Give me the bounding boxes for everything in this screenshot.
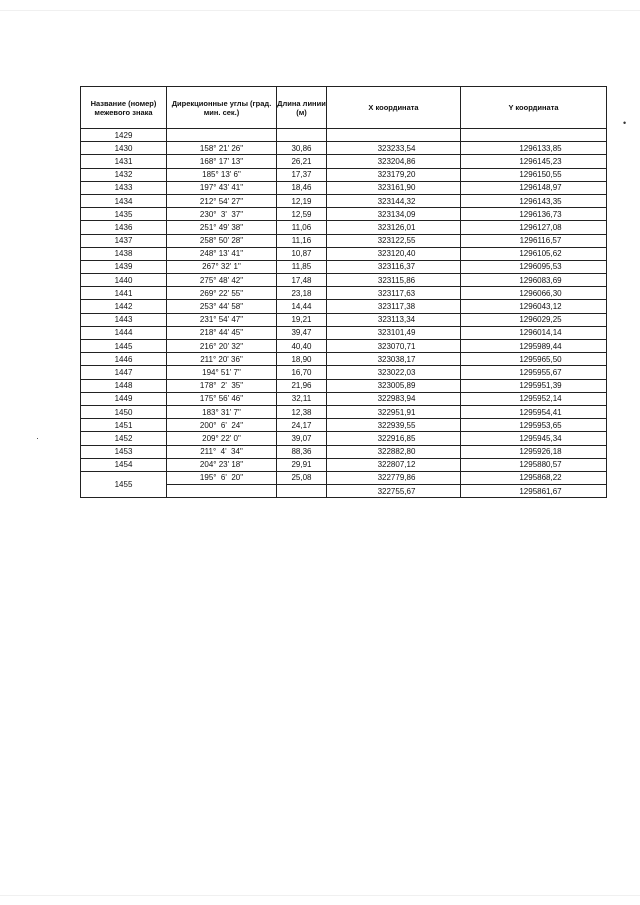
y-coordinate-cell: 1296029,25	[461, 313, 607, 326]
angle-cell-blank	[167, 129, 277, 142]
y-coordinate-cell: 1296066,30	[461, 287, 607, 300]
x-coordinate-cell: 322916,85	[327, 432, 461, 445]
point-name-cell: 1432	[81, 168, 167, 181]
point-name-cell: 1453	[81, 445, 167, 458]
direction-angle-cell: 212° 54' 27"	[167, 194, 277, 207]
direction-angle-cell: 258° 50' 28"	[167, 234, 277, 247]
point-name-cell: 1440	[81, 274, 167, 287]
point-name-cell: 1429	[81, 129, 167, 142]
x-coordinate-cell: 323005,89	[327, 379, 461, 392]
x-coordinate-cell: 323038,17	[327, 353, 461, 366]
line-length-cell: 17,37	[277, 168, 327, 181]
point-name-cell: 1446	[81, 353, 167, 366]
y-coordinate-cell: 1296133,85	[461, 142, 607, 155]
scan-speck: •	[623, 118, 627, 128]
direction-angle-cell: 194° 51' 7"	[167, 366, 277, 379]
point-name-cell: 1437	[81, 234, 167, 247]
x-coordinate-cell: 323122,55	[327, 234, 461, 247]
y-coordinate-cell: 1296083,69	[461, 274, 607, 287]
line-length-cell: 26,21	[277, 155, 327, 168]
coordinates-table	[80, 86, 607, 498]
table-header-row	[81, 87, 607, 129]
direction-angle-cell: 168° 17' 13"	[167, 155, 277, 168]
direction-angle-cell: 195° 6' 20"	[167, 471, 277, 484]
point-name-cell: 1435	[81, 208, 167, 221]
x-coordinate-cell: 323233,54	[327, 142, 461, 155]
header-direction-angle: Дирекционные углы (град. мин. сек.)	[167, 87, 277, 129]
direction-angle-cell: 251° 49' 38"	[167, 221, 277, 234]
y-coordinate-cell: 1296014,14	[461, 326, 607, 339]
header-x-coordinate: X координата	[327, 87, 461, 129]
line-length-cell: 12,19	[277, 194, 327, 207]
x-coordinate-cell: 323116,37	[327, 260, 461, 273]
line-length-cell: 17,48	[277, 274, 327, 287]
point-name-cell: 1441	[81, 287, 167, 300]
line-length-cell: 40,40	[277, 340, 327, 353]
x-coordinate-cell: 323179,20	[327, 168, 461, 181]
y-coordinate-cell: 1296148,97	[461, 181, 607, 194]
point-name-cell: 1449	[81, 392, 167, 405]
line-length-cell: 23,18	[277, 287, 327, 300]
direction-angle-cell: 230° 3' 37"	[167, 208, 277, 221]
point-name-cell: 1444	[81, 326, 167, 339]
point-name-cell: 1433	[81, 181, 167, 194]
point-name-cell: 1436	[81, 221, 167, 234]
x-coordinate-cell: 323070,71	[327, 340, 461, 353]
point-name-cell: 1447	[81, 366, 167, 379]
scan-edge-bottom	[0, 895, 640, 896]
y-coordinate-cell: 1295953,65	[461, 419, 607, 432]
x-coordinate-cell: 323022,03	[327, 366, 461, 379]
y-coordinate-cell: 1295989,44	[461, 340, 607, 353]
line-length-cell: 39,47	[277, 326, 327, 339]
length-cell-blank	[277, 129, 327, 142]
y-coordinate-cell: 1295965,50	[461, 353, 607, 366]
x-coordinate-cell: 323134,09	[327, 208, 461, 221]
point-name-cell: 1430	[81, 142, 167, 155]
direction-angle-cell: 183° 31' 7"	[167, 405, 277, 418]
direction-angle-cell: 269° 22' 55"	[167, 287, 277, 300]
y-coordinate-cell: 1296043,12	[461, 300, 607, 313]
direction-angle-cell: 197° 43' 41"	[167, 181, 277, 194]
x-coordinate-cell: 323115,86	[327, 274, 461, 287]
x-coordinate-cell: 322939,55	[327, 419, 461, 432]
header-point-name: Название (номер) межевого знака	[81, 87, 167, 129]
x-coordinate-cell: 323161,90	[327, 181, 461, 194]
x-coordinate-cell: 323126,01	[327, 221, 461, 234]
y-coordinate-cell: 1295945,34	[461, 432, 607, 445]
line-length-cell: 12,38	[277, 405, 327, 418]
x-coordinate-cell: 322755,67	[327, 485, 461, 498]
line-length-cell: 11,16	[277, 234, 327, 247]
y-coordinate-cell: 1295954,41	[461, 405, 607, 418]
y-coordinate-cell: 1295880,57	[461, 458, 607, 471]
line-length-cell: 88,36	[277, 445, 327, 458]
line-length-cell: 24,17	[277, 419, 327, 432]
x-coordinate-cell: 322882,80	[327, 445, 461, 458]
scan-speck: ·	[36, 433, 39, 443]
x-coordinate-cell-blank	[327, 129, 461, 142]
line-length-cell: 10,87	[277, 247, 327, 260]
direction-angle-cell: 275° 48' 42"	[167, 274, 277, 287]
point-name-cell: 1438	[81, 247, 167, 260]
x-coordinate-cell: 322779,86	[327, 471, 461, 484]
line-length-cell: 16,70	[277, 366, 327, 379]
point-name-cell: 1431	[81, 155, 167, 168]
y-coordinate-cell: 1296127,08	[461, 221, 607, 234]
x-coordinate-cell: 323144,32	[327, 194, 461, 207]
point-name-cell: 1451	[81, 419, 167, 432]
y-coordinate-cell: 1295952,14	[461, 392, 607, 405]
direction-angle-cell: 248° 13' 41"	[167, 247, 277, 260]
line-length-cell: 14,44	[277, 300, 327, 313]
direction-angle-cell: 216° 20' 32"	[167, 340, 277, 353]
y-coordinate-cell: 1296136,73	[461, 208, 607, 221]
y-coordinate-cell: 1296145,23	[461, 155, 607, 168]
point-name-cell: 1450	[81, 405, 167, 418]
direction-angle-cell: 218° 44' 45"	[167, 326, 277, 339]
line-length-cell: 39,07	[277, 432, 327, 445]
x-coordinate-cell: 323204,86	[327, 155, 461, 168]
direction-angle-cell: 178° 2' 35"	[167, 379, 277, 392]
y-coordinate-cell: 1295868,22	[461, 471, 607, 484]
point-name-cell: 1448	[81, 379, 167, 392]
x-coordinate-cell: 323117,38	[327, 300, 461, 313]
direction-angle-cell: 175° 56' 46"	[167, 392, 277, 405]
point-name-cell: 1454	[81, 458, 167, 471]
y-coordinate-cell: 1295951,39	[461, 379, 607, 392]
y-coordinate-cell: 1295955,67	[461, 366, 607, 379]
direction-angle-cell: 231° 54' 47"	[167, 313, 277, 326]
line-length-cell: 18,90	[277, 353, 327, 366]
line-length-cell: 11,06	[277, 221, 327, 234]
direction-angle-cell: 158° 21' 26"	[167, 142, 277, 155]
direction-angle-cell: 211° 4' 34"	[167, 445, 277, 458]
x-coordinate-cell: 323101,49	[327, 326, 461, 339]
table-row	[81, 129, 607, 142]
line-length-cell: 32,11	[277, 392, 327, 405]
line-length-cell: 29,91	[277, 458, 327, 471]
point-name-cell: 1442	[81, 300, 167, 313]
y-coordinate-cell-blank	[461, 129, 607, 142]
y-coordinate-cell: 1296105,62	[461, 247, 607, 260]
direction-angle-cell: 211° 20' 36"	[167, 353, 277, 366]
header-line-length: Длина линии (м)	[277, 87, 327, 129]
x-coordinate-cell: 323120,40	[327, 247, 461, 260]
line-length-cell: 19,21	[277, 313, 327, 326]
y-coordinate-cell: 1296143,35	[461, 194, 607, 207]
y-coordinate-cell: 1295861,67	[461, 485, 607, 498]
line-length-cell: 30,86	[277, 142, 327, 155]
point-name-cell: 1434	[81, 194, 167, 207]
y-coordinate-cell: 1295926,18	[461, 445, 607, 458]
point-name-cell: 1452	[81, 432, 167, 445]
x-coordinate-cell: 322951,91	[327, 405, 461, 418]
line-length-cell: 25,08	[277, 471, 327, 484]
table-body	[81, 129, 607, 498]
point-name-cell: 1445	[81, 340, 167, 353]
x-coordinate-cell: 322983,94	[327, 392, 461, 405]
y-coordinate-cell: 1296116,57	[461, 234, 607, 247]
point-name-cell: 1439	[81, 260, 167, 273]
x-coordinate-cell: 322807,12	[327, 458, 461, 471]
y-coordinate-cell: 1296095,53	[461, 260, 607, 273]
line-length-cell: 18,46	[277, 181, 327, 194]
direction-angle-cell: 185° 13' 6"	[167, 168, 277, 181]
direction-angle-cell: 200° 6' 24"	[167, 419, 277, 432]
direction-angle-cell: 267° 32' 1"	[167, 260, 277, 273]
direction-angle-cell: 204° 23' 18"	[167, 458, 277, 471]
line-length-cell: 12,59	[277, 208, 327, 221]
line-length-cell: 21,96	[277, 379, 327, 392]
length-cell-blank	[277, 485, 327, 498]
point-name-cell: 1443	[81, 313, 167, 326]
point-name-cell: 1455	[81, 471, 167, 497]
x-coordinate-cell: 323113,34	[327, 313, 461, 326]
angle-cell-blank	[167, 485, 277, 498]
header-y-coordinate: Y координата	[461, 87, 607, 129]
y-coordinate-cell: 1296150,55	[461, 168, 607, 181]
line-length-cell: 11,85	[277, 260, 327, 273]
direction-angle-cell: 253° 44' 58"	[167, 300, 277, 313]
direction-angle-cell: 209° 22' 0"	[167, 432, 277, 445]
x-coordinate-cell: 323117,63	[327, 287, 461, 300]
scan-edge-top	[0, 10, 640, 11]
